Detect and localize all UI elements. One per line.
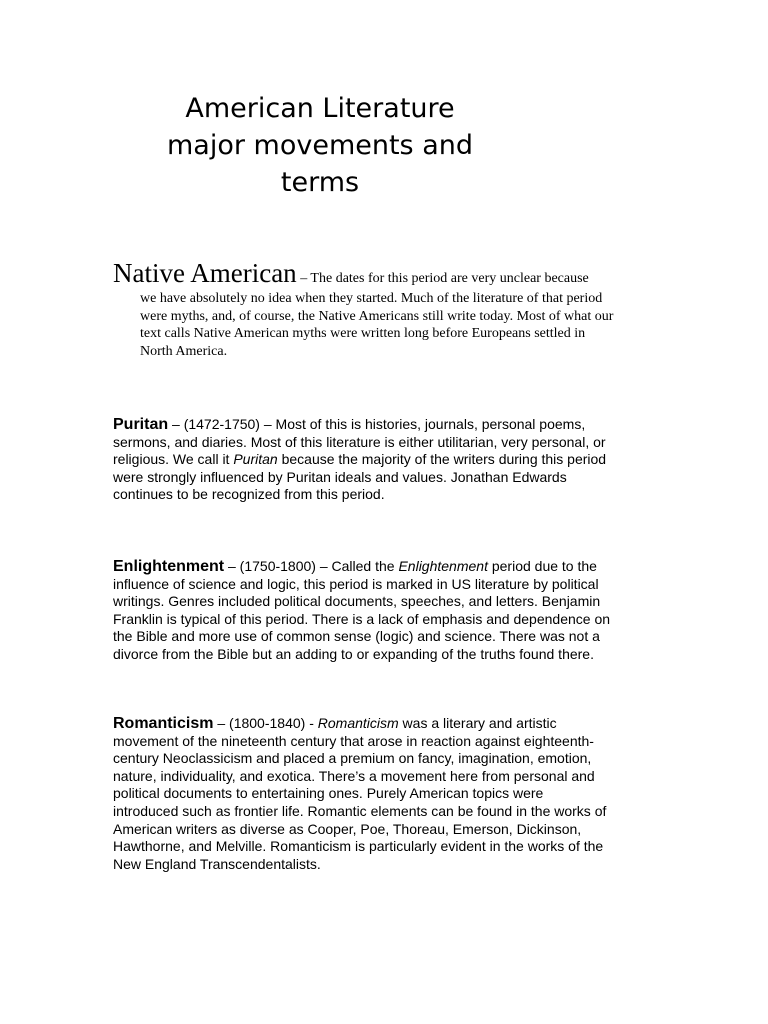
puritan-term: Puritan	[113, 416, 169, 433]
puritan-intro: – (1472-1750) – Most of this is histories, journals, personal poems,	[168, 416, 586, 432]
puritan-italic-term: Puritan	[233, 451, 278, 468]
romanticism-first-line	[113, 715, 673, 733]
puritan-line: were strongly influenced by Puritan ideals and values. Jonathan Edwards	[113, 468, 567, 485]
enlightenment-italic-term: Enlightenment	[398, 558, 488, 574]
romanticism-line: century Neoclassicism and placed a premium on fancy, imagination, emotion,	[113, 750, 592, 767]
puritan-first-line	[113, 416, 673, 434]
native-american-term: Native American	[113, 258, 297, 288]
title-line-3: terms	[280, 167, 360, 198]
native-american-first-line	[113, 258, 658, 290]
native-american-intro: – The dates for this period are very unclear because	[296, 271, 589, 286]
puritan-line-3a: religious. We call it	[113, 451, 234, 468]
romanticism-intro-a: – (1800-1840) -	[213, 715, 318, 731]
section-puritan	[113, 416, 673, 504]
romanticism-line: New England Transcendentalists.	[113, 855, 321, 872]
enlightenment-line: divorce from the Bible but an adding to or expanding of the truths found there.	[113, 645, 594, 662]
native-american-line: we have absolutely no idea when they started. Much of the literature of that period	[140, 291, 603, 306]
section-enlightenment	[113, 558, 673, 664]
enlightenment-intro-a: – (1750-1800) – Called the	[224, 558, 399, 574]
puritan-line: continues to be recognized from this period.	[113, 486, 385, 503]
enlightenment-line: influence of science and logic, this period is marked in US literature by political	[113, 575, 599, 592]
page-title	[110, 90, 530, 201]
puritan-line: sermons, and diaries. Most of this literature is either utilitarian, very personal, or	[113, 433, 606, 450]
romanticism-line: movement of the nineteenth century that arose in reaction against eighteenth-	[113, 732, 594, 749]
native-american-body	[140, 290, 658, 360]
enlightenment-intro-b: period due to the	[487, 558, 597, 574]
puritan-line-3b: because the majority of the writers during this period	[277, 451, 607, 468]
romanticism-line: American writers as diverse as Cooper, Poe, Thoreau, Emerson, Dickinson,	[113, 820, 582, 837]
enlightenment-first-line	[113, 558, 673, 576]
romanticism-line: introduced such as frontier life. Romantic elements can be found in the works of	[113, 802, 607, 819]
romanticism-italic-term: Romanticism	[317, 715, 399, 731]
title-line-2: major movements and	[166, 130, 474, 161]
romanticism-intro-b: was a literary and artistic	[398, 715, 557, 731]
enlightenment-term: Enlightenment	[113, 558, 225, 575]
native-american-line: text calls Native American myths were written long before Europeans settled in	[140, 326, 586, 341]
section-native-american	[113, 258, 658, 360]
romanticism-line: Hawthorne, and Melville. Romanticism is particularly evident in the works of the	[113, 838, 604, 855]
romanticism-line: nature, individuality, and exotica. There’s a movement here from personal and	[113, 767, 595, 784]
section-romanticism	[113, 715, 673, 873]
romanticism-term: Romanticism	[113, 715, 214, 732]
native-american-line: North America.	[140, 343, 228, 359]
native-american-line: were myths, and, of course, the Native Americans still write today. Most of what our	[140, 308, 614, 324]
enlightenment-line: the Bible and more use of common sense (logic) and science. There was not a	[113, 628, 600, 645]
puritan-line	[113, 451, 673, 469]
enlightenment-line: Franklin is typical of this period. There is a lack of emphasis and dependence on	[113, 610, 611, 627]
enlightenment-line: writings. Genres included political documents, speeches, and letters. Benjamin	[113, 593, 601, 610]
romanticism-line: political documents to entertaining ones. Purely American topics were	[113, 785, 544, 802]
title-line-1: American Literature	[185, 93, 455, 124]
